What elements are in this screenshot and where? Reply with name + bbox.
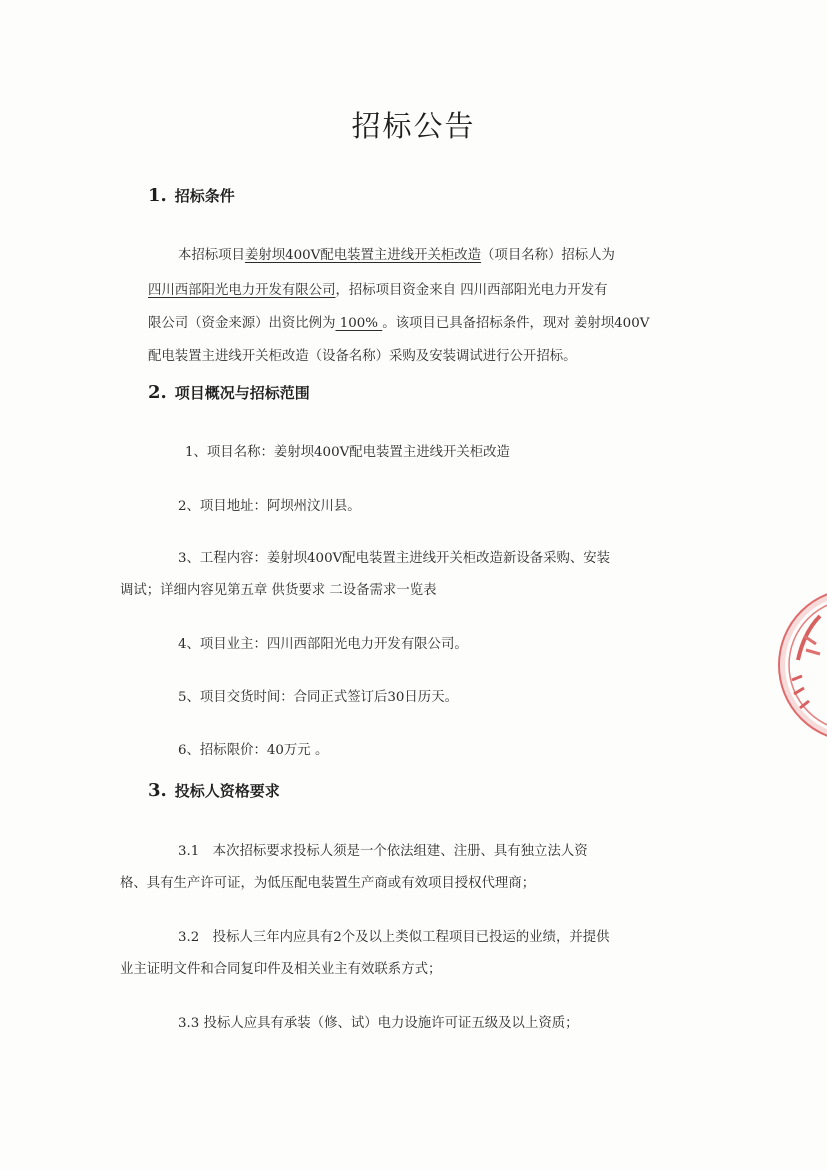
section-title: 投标人资格要求 xyxy=(174,782,280,800)
requirement-item-continued: 业主证明文件和合同复印件及相关业主有效联系方式； xyxy=(120,962,442,977)
list-item: 3、工程内容：姜射坝400V配电装置主进线开关柜改造新设备采购、安装 xyxy=(178,551,611,566)
text-span: 本招标项目 xyxy=(178,248,245,263)
section-heading-1 xyxy=(148,185,235,206)
ratio-underlined: 100% xyxy=(335,316,383,331)
section-heading-2 xyxy=(148,382,310,403)
paragraph-line: 配电装置主进线开关柜改造（设备名称）采购及安装调试进行公开招标。 xyxy=(148,349,577,364)
section-title: 项目概况与招标范围 xyxy=(174,384,310,402)
paragraph-line xyxy=(148,313,649,335)
list-item: 2、项目地址：阿坝州汶川县。 xyxy=(178,499,361,514)
project-name-underlined: 姜射坝400V配电装置主进线开关柜改造 xyxy=(244,248,482,263)
page-title: 招标公告 xyxy=(351,109,476,143)
paragraph-line xyxy=(178,245,615,267)
text-span: 限公司（资金来源）出资比例为 xyxy=(148,316,336,331)
section-heading-3 xyxy=(148,780,280,801)
requirement-item: 3.1 本次招标要求投标人须是一个依法组建、注册、具有独立法人资 xyxy=(178,844,588,859)
text-span: （项目名称）招标人为 xyxy=(481,248,615,263)
requirement-item: 3.2 投标人三年内应具有2个及以上类似工程项目已投运的业绩，并提供 xyxy=(178,930,610,945)
text-span: ，招标项目资金来自 四川西部阳光电力开发有 xyxy=(335,283,608,298)
text-span: 。该项目已具备招标条件，现对 姜射坝400V xyxy=(382,316,650,331)
section-number: 1. xyxy=(148,185,167,206)
paragraph-line xyxy=(148,280,608,302)
list-item: 5、项目交货时间：合同正式签订后30日历天。 xyxy=(178,690,458,705)
list-item-continued: 调试；详细内容见第五章 供货要求 二设备需求一览表 xyxy=(120,583,437,598)
list-item: 4、项目业主：四川西部阳光电力开发有限公司。 xyxy=(178,637,468,652)
list-item: 6、招标限价：40万元 。 xyxy=(178,743,329,758)
requirement-item-continued: 格、具有生产许可证，为低压配电装置生产商或有效项目授权代理商； xyxy=(120,876,536,891)
tenderer-name-underlined: 四川西部阳光电力开发有限公司 xyxy=(148,283,336,298)
red-seal-stamp-icon xyxy=(778,588,827,742)
list-item: 1、项目名称：姜射坝400V配电装置主进线开关柜改造 xyxy=(185,445,510,460)
section-number: 2. xyxy=(148,382,167,403)
section-number: 3. xyxy=(148,780,167,801)
section-title: 招标条件 xyxy=(174,187,235,205)
requirement-item: 3.3 投标人应具有承装（修、试）电力设施许可证五级及以上资质； xyxy=(178,1016,579,1031)
